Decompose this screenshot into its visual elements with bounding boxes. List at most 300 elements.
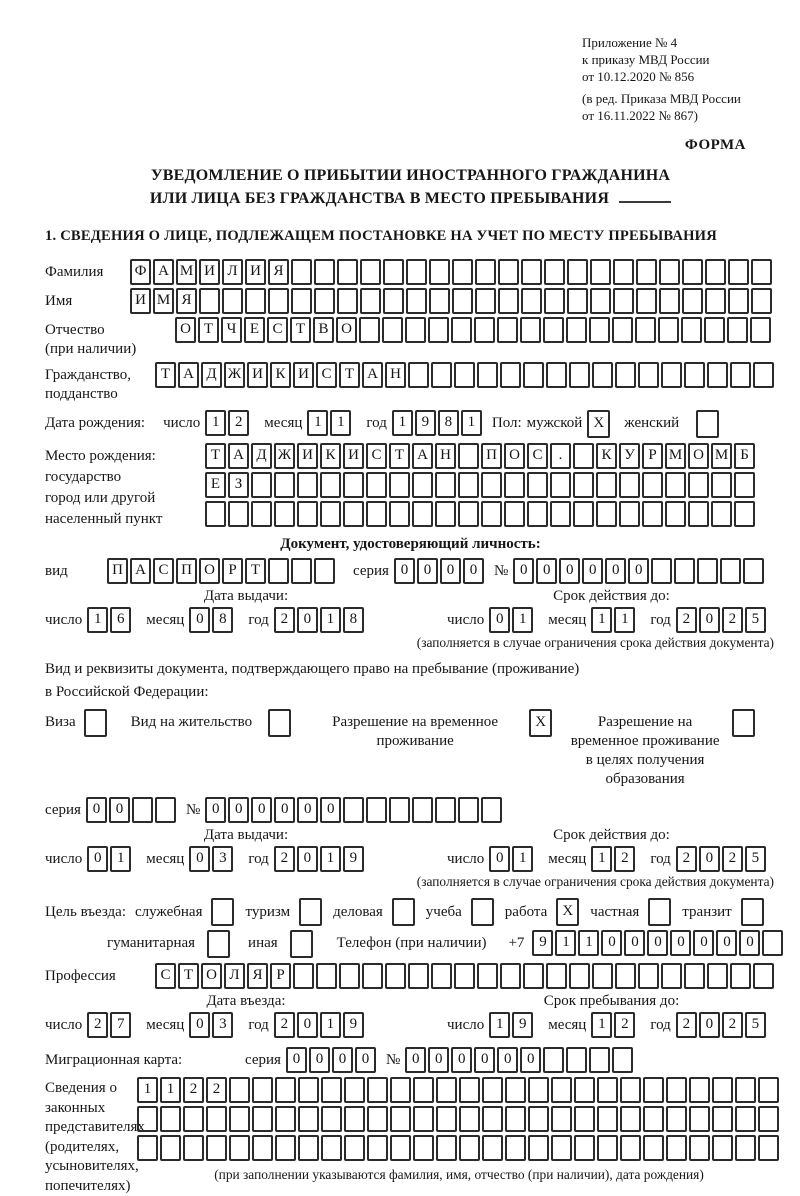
- form-cell[interactable]: [428, 317, 449, 343]
- form-cell[interactable]: [636, 288, 657, 314]
- form-cell[interactable]: 0: [474, 1047, 495, 1073]
- form-cell[interactable]: [199, 288, 220, 314]
- form-cell[interactable]: [615, 362, 636, 388]
- form-cell[interactable]: [498, 288, 519, 314]
- form-cell[interactable]: [762, 930, 783, 956]
- form-cell[interactable]: [245, 288, 266, 314]
- form-cell[interactable]: 1: [307, 410, 328, 436]
- form-cell[interactable]: Т: [205, 443, 226, 469]
- form-cell[interactable]: [321, 1135, 342, 1161]
- form-cell[interactable]: 0: [228, 797, 249, 823]
- form-cell[interactable]: [385, 963, 406, 989]
- form-cell[interactable]: [389, 472, 410, 498]
- form-cell[interactable]: [730, 963, 751, 989]
- form-cell[interactable]: [229, 1135, 250, 1161]
- form-cell[interactable]: 1: [578, 930, 599, 956]
- form-cell[interactable]: [590, 288, 611, 314]
- form-cell[interactable]: П: [481, 443, 502, 469]
- form-cell[interactable]: Б: [734, 443, 755, 469]
- form-cell[interactable]: [620, 1135, 641, 1161]
- form-cell[interactable]: Н: [385, 362, 406, 388]
- form-cell[interactable]: [406, 288, 427, 314]
- form-cell[interactable]: X: [556, 898, 579, 926]
- form-cell[interactable]: Д: [201, 362, 222, 388]
- form-cell[interactable]: [291, 259, 312, 285]
- form-cell[interactable]: [298, 1106, 319, 1132]
- form-cell[interactable]: 1: [320, 1012, 341, 1038]
- form-cell[interactable]: [252, 1106, 273, 1132]
- form-cell[interactable]: Ф: [130, 259, 151, 285]
- form-cell[interactable]: 0: [417, 558, 438, 584]
- form-cell[interactable]: [732, 709, 755, 737]
- form-cell[interactable]: [612, 317, 633, 343]
- form-cell[interactable]: [435, 797, 456, 823]
- form-cell[interactable]: [160, 1106, 181, 1132]
- form-cell[interactable]: [183, 1135, 204, 1161]
- form-cell[interactable]: [574, 1077, 595, 1103]
- form-cell[interactable]: [454, 963, 475, 989]
- form-cell[interactable]: [160, 1135, 181, 1161]
- form-cell[interactable]: [413, 1106, 434, 1132]
- form-cell[interactable]: О: [336, 317, 357, 343]
- form-cell[interactable]: [458, 501, 479, 527]
- form-cell[interactable]: [753, 963, 774, 989]
- form-cell[interactable]: [339, 963, 360, 989]
- form-cell[interactable]: 9: [532, 930, 553, 956]
- form-cell[interactable]: [229, 1077, 250, 1103]
- form-cell[interactable]: [412, 472, 433, 498]
- form-cell[interactable]: [436, 1135, 457, 1161]
- form-cell[interactable]: [228, 501, 249, 527]
- form-cell[interactable]: [207, 930, 230, 958]
- form-cell[interactable]: 0: [405, 1047, 426, 1073]
- form-cell[interactable]: [297, 472, 318, 498]
- form-cell[interactable]: [597, 1106, 618, 1132]
- form-cell[interactable]: [750, 317, 771, 343]
- form-cell[interactable]: 0: [716, 930, 737, 956]
- form-cell[interactable]: 1: [330, 410, 351, 436]
- form-cell[interactable]: [299, 898, 322, 926]
- form-cell[interactable]: [666, 1106, 687, 1132]
- form-cell[interactable]: 3: [212, 846, 233, 872]
- form-cell[interactable]: 0: [559, 558, 580, 584]
- form-cell[interactable]: 0: [670, 930, 691, 956]
- form-cell[interactable]: [636, 259, 657, 285]
- form-cell[interactable]: [696, 410, 719, 438]
- form-cell[interactable]: С: [316, 362, 337, 388]
- form-cell[interactable]: [314, 259, 335, 285]
- form-cell[interactable]: [643, 1077, 664, 1103]
- form-cell[interactable]: 0: [274, 797, 295, 823]
- form-cell[interactable]: [367, 1135, 388, 1161]
- form-cell[interactable]: [684, 362, 705, 388]
- form-cell[interactable]: [183, 1106, 204, 1132]
- form-cell[interactable]: [688, 501, 709, 527]
- form-cell[interactable]: 1: [160, 1077, 181, 1103]
- form-cell[interactable]: [544, 259, 565, 285]
- form-cell[interactable]: [596, 501, 617, 527]
- form-cell[interactable]: [431, 362, 452, 388]
- form-cell[interactable]: 8: [212, 607, 233, 633]
- form-cell[interactable]: [544, 288, 565, 314]
- form-cell[interactable]: [458, 797, 479, 823]
- form-cell[interactable]: [505, 1077, 526, 1103]
- form-cell[interactable]: [222, 288, 243, 314]
- form-cell[interactable]: 0: [394, 558, 415, 584]
- form-cell[interactable]: [666, 1077, 687, 1103]
- form-cell[interactable]: [651, 558, 672, 584]
- form-cell[interactable]: [567, 259, 588, 285]
- form-cell[interactable]: [711, 501, 732, 527]
- form-cell[interactable]: [573, 443, 594, 469]
- form-cell[interactable]: 9: [512, 1012, 533, 1038]
- form-cell[interactable]: [620, 1106, 641, 1132]
- form-cell[interactable]: 0: [536, 558, 557, 584]
- form-cell[interactable]: 0: [87, 846, 108, 872]
- form-cell[interactable]: [596, 472, 617, 498]
- form-cell[interactable]: [344, 1106, 365, 1132]
- form-cell[interactable]: [251, 472, 272, 498]
- form-cell[interactable]: Р: [642, 443, 663, 469]
- form-cell[interactable]: А: [178, 362, 199, 388]
- form-cell[interactable]: 5: [745, 846, 766, 872]
- form-cell[interactable]: С: [153, 558, 174, 584]
- form-cell[interactable]: [734, 501, 755, 527]
- form-cell[interactable]: 0: [109, 797, 130, 823]
- form-cell[interactable]: [320, 472, 341, 498]
- form-cell[interactable]: [688, 472, 709, 498]
- form-cell[interactable]: М: [711, 443, 732, 469]
- form-cell[interactable]: [613, 288, 634, 314]
- form-cell[interactable]: [268, 709, 291, 737]
- form-cell[interactable]: [712, 1106, 733, 1132]
- form-cell[interactable]: [573, 501, 594, 527]
- form-cell[interactable]: 2: [676, 607, 697, 633]
- form-cell[interactable]: В: [313, 317, 334, 343]
- form-cell[interactable]: 8: [343, 607, 364, 633]
- form-cell[interactable]: [635, 317, 656, 343]
- form-cell[interactable]: Ж: [274, 443, 295, 469]
- form-cell[interactable]: [589, 1047, 610, 1073]
- form-cell[interactable]: [471, 898, 494, 926]
- form-cell[interactable]: Я: [268, 259, 289, 285]
- form-cell[interactable]: 1: [614, 607, 635, 633]
- form-cell[interactable]: [574, 1135, 595, 1161]
- form-cell[interactable]: [275, 1077, 296, 1103]
- form-cell[interactable]: [573, 472, 594, 498]
- form-cell[interactable]: 0: [286, 1047, 307, 1073]
- form-cell[interactable]: [619, 501, 640, 527]
- form-cell[interactable]: [132, 797, 153, 823]
- form-cell[interactable]: [758, 1077, 779, 1103]
- form-cell[interactable]: [543, 317, 564, 343]
- form-cell[interactable]: 2: [274, 1012, 295, 1038]
- form-cell[interactable]: [290, 930, 313, 958]
- form-cell[interactable]: [720, 558, 741, 584]
- form-cell[interactable]: [528, 1106, 549, 1132]
- form-cell[interactable]: Я: [247, 963, 268, 989]
- form-cell[interactable]: И: [247, 362, 268, 388]
- form-cell[interactable]: [482, 1135, 503, 1161]
- form-cell[interactable]: [475, 288, 496, 314]
- form-cell[interactable]: [321, 1077, 342, 1103]
- form-cell[interactable]: [697, 558, 718, 584]
- form-cell[interactable]: [252, 1135, 273, 1161]
- form-cell[interactable]: [689, 1106, 710, 1132]
- form-cell[interactable]: [298, 1077, 319, 1103]
- form-cell[interactable]: [642, 501, 663, 527]
- form-cell[interactable]: С: [527, 443, 548, 469]
- form-cell[interactable]: Е: [244, 317, 265, 343]
- form-cell[interactable]: [436, 1077, 457, 1103]
- form-cell[interactable]: 8: [438, 410, 459, 436]
- form-cell[interactable]: [523, 963, 544, 989]
- form-cell[interactable]: П: [107, 558, 128, 584]
- form-cell[interactable]: [405, 317, 426, 343]
- form-cell[interactable]: 0: [520, 1047, 541, 1073]
- form-cell[interactable]: [275, 1106, 296, 1132]
- form-cell[interactable]: [382, 317, 403, 343]
- form-cell[interactable]: [712, 1135, 733, 1161]
- form-cell[interactable]: 0: [355, 1047, 376, 1073]
- form-cell[interactable]: [362, 963, 383, 989]
- form-cell[interactable]: [206, 1106, 227, 1132]
- form-cell[interactable]: [155, 797, 176, 823]
- form-cell[interactable]: [320, 501, 341, 527]
- form-cell[interactable]: 0: [463, 558, 484, 584]
- form-cell[interactable]: Т: [245, 558, 266, 584]
- form-cell[interactable]: [567, 288, 588, 314]
- form-cell[interactable]: [566, 317, 587, 343]
- form-cell[interactable]: X: [529, 709, 552, 737]
- form-cell[interactable]: О: [175, 317, 196, 343]
- form-cell[interactable]: [268, 288, 289, 314]
- form-cell[interactable]: [543, 1047, 564, 1073]
- form-cell[interactable]: 0: [332, 1047, 353, 1073]
- form-cell[interactable]: [211, 898, 234, 926]
- form-cell[interactable]: М: [665, 443, 686, 469]
- form-cell[interactable]: [504, 472, 525, 498]
- form-cell[interactable]: [728, 259, 749, 285]
- form-cell[interactable]: 0: [489, 846, 510, 872]
- form-cell[interactable]: [360, 288, 381, 314]
- form-cell[interactable]: [569, 963, 590, 989]
- form-cell[interactable]: [705, 288, 726, 314]
- form-cell[interactable]: [452, 259, 473, 285]
- form-cell[interactable]: А: [228, 443, 249, 469]
- form-cell[interactable]: 0: [189, 846, 210, 872]
- form-cell[interactable]: О: [201, 963, 222, 989]
- form-cell[interactable]: [497, 317, 518, 343]
- form-cell[interactable]: И: [293, 362, 314, 388]
- form-cell[interactable]: 0: [739, 930, 760, 956]
- form-cell[interactable]: [592, 963, 613, 989]
- form-cell[interactable]: [459, 1106, 480, 1132]
- form-cell[interactable]: 1: [591, 1012, 612, 1038]
- form-cell[interactable]: [527, 472, 548, 498]
- form-cell[interactable]: 1: [137, 1077, 158, 1103]
- form-cell[interactable]: [321, 1106, 342, 1132]
- form-cell[interactable]: 0: [497, 1047, 518, 1073]
- form-cell[interactable]: И: [199, 259, 220, 285]
- form-cell[interactable]: [643, 1135, 664, 1161]
- form-cell[interactable]: [500, 362, 521, 388]
- form-cell[interactable]: [597, 1077, 618, 1103]
- form-cell[interactable]: У: [619, 443, 640, 469]
- form-cell[interactable]: [436, 1106, 457, 1132]
- form-cell[interactable]: 9: [343, 1012, 364, 1038]
- form-cell[interactable]: [619, 472, 640, 498]
- form-cell[interactable]: [206, 1135, 227, 1161]
- form-cell[interactable]: [205, 501, 226, 527]
- form-cell[interactable]: [546, 963, 567, 989]
- form-cell[interactable]: [682, 288, 703, 314]
- form-cell[interactable]: [481, 501, 502, 527]
- form-cell[interactable]: [251, 501, 272, 527]
- form-cell[interactable]: [505, 1135, 526, 1161]
- form-cell[interactable]: 2: [722, 607, 743, 633]
- form-cell[interactable]: [389, 797, 410, 823]
- form-cell[interactable]: И: [245, 259, 266, 285]
- form-cell[interactable]: 0: [693, 930, 714, 956]
- form-cell[interactable]: 1: [320, 846, 341, 872]
- form-cell[interactable]: Д: [251, 443, 272, 469]
- form-cell[interactable]: [390, 1106, 411, 1132]
- form-cell[interactable]: [297, 501, 318, 527]
- form-cell[interactable]: 5: [745, 607, 766, 633]
- form-cell[interactable]: 0: [297, 1012, 318, 1038]
- form-cell[interactable]: [392, 898, 415, 926]
- form-cell[interactable]: 0: [647, 930, 668, 956]
- form-cell[interactable]: [751, 259, 772, 285]
- form-cell[interactable]: [268, 558, 289, 584]
- form-cell[interactable]: [474, 317, 495, 343]
- form-cell[interactable]: [344, 1077, 365, 1103]
- form-cell[interactable]: [743, 558, 764, 584]
- form-cell[interactable]: 0: [699, 846, 720, 872]
- form-cell[interactable]: [682, 259, 703, 285]
- form-cell[interactable]: Т: [155, 362, 176, 388]
- form-cell[interactable]: [137, 1135, 158, 1161]
- form-cell[interactable]: [665, 501, 686, 527]
- form-cell[interactable]: [642, 472, 663, 498]
- form-cell[interactable]: [458, 472, 479, 498]
- form-cell[interactable]: [551, 1077, 572, 1103]
- form-cell[interactable]: [298, 1135, 319, 1161]
- form-cell[interactable]: [727, 317, 748, 343]
- form-cell[interactable]: Е: [205, 472, 226, 498]
- form-cell[interactable]: 9: [415, 410, 436, 436]
- form-cell[interactable]: [360, 259, 381, 285]
- form-cell[interactable]: [458, 443, 479, 469]
- form-cell[interactable]: [661, 362, 682, 388]
- form-cell[interactable]: 1: [591, 607, 612, 633]
- form-cell[interactable]: [366, 501, 387, 527]
- form-cell[interactable]: [658, 317, 679, 343]
- form-cell[interactable]: [504, 501, 525, 527]
- form-cell[interactable]: [612, 1047, 633, 1073]
- form-cell[interactable]: [758, 1135, 779, 1161]
- form-cell[interactable]: [383, 259, 404, 285]
- form-cell[interactable]: 1: [320, 607, 341, 633]
- form-cell[interactable]: [137, 1106, 158, 1132]
- form-cell[interactable]: [666, 1135, 687, 1161]
- form-cell[interactable]: [429, 259, 450, 285]
- form-cell[interactable]: [689, 1077, 710, 1103]
- form-cell[interactable]: [314, 558, 335, 584]
- form-cell[interactable]: [500, 963, 521, 989]
- form-cell[interactable]: [661, 963, 682, 989]
- form-cell[interactable]: [734, 472, 755, 498]
- form-cell[interactable]: [590, 259, 611, 285]
- form-cell[interactable]: 1: [461, 410, 482, 436]
- form-cell[interactable]: Р: [270, 963, 291, 989]
- form-cell[interactable]: А: [153, 259, 174, 285]
- form-cell[interactable]: [615, 963, 636, 989]
- form-cell[interactable]: И: [343, 443, 364, 469]
- form-cell[interactable]: Л: [224, 963, 245, 989]
- form-cell[interactable]: М: [176, 259, 197, 285]
- form-cell[interactable]: 0: [628, 558, 649, 584]
- form-cell[interactable]: [613, 259, 634, 285]
- form-cell[interactable]: [413, 1135, 434, 1161]
- form-cell[interactable]: 2: [676, 846, 697, 872]
- form-cell[interactable]: Л: [222, 259, 243, 285]
- form-cell[interactable]: [291, 288, 312, 314]
- form-cell[interactable]: 0: [297, 797, 318, 823]
- form-cell[interactable]: [408, 362, 429, 388]
- form-cell[interactable]: [648, 898, 671, 926]
- form-cell[interactable]: 0: [513, 558, 534, 584]
- form-cell[interactable]: [413, 1077, 434, 1103]
- form-cell[interactable]: Ж: [224, 362, 245, 388]
- form-cell[interactable]: 0: [699, 1012, 720, 1038]
- form-cell[interactable]: 3: [212, 1012, 233, 1038]
- form-cell[interactable]: [337, 259, 358, 285]
- form-cell[interactable]: [435, 472, 456, 498]
- form-cell[interactable]: 2: [228, 410, 249, 436]
- form-cell[interactable]: 2: [183, 1077, 204, 1103]
- form-cell[interactable]: 1: [489, 1012, 510, 1038]
- form-cell[interactable]: [665, 472, 686, 498]
- form-cell[interactable]: Т: [178, 963, 199, 989]
- form-cell[interactable]: [343, 501, 364, 527]
- form-cell[interactable]: [390, 1135, 411, 1161]
- form-cell[interactable]: [589, 317, 610, 343]
- form-cell[interactable]: 0: [451, 1047, 472, 1073]
- form-cell[interactable]: [431, 963, 452, 989]
- form-cell[interactable]: X: [587, 410, 610, 438]
- form-cell[interactable]: [528, 1077, 549, 1103]
- form-cell[interactable]: [574, 1106, 595, 1132]
- form-cell[interactable]: 2: [87, 1012, 108, 1038]
- form-cell[interactable]: [435, 501, 456, 527]
- form-cell[interactable]: [498, 259, 519, 285]
- form-cell[interactable]: 2: [274, 607, 295, 633]
- form-cell[interactable]: О: [504, 443, 525, 469]
- form-cell[interactable]: А: [412, 443, 433, 469]
- form-cell[interactable]: 0: [699, 607, 720, 633]
- form-cell[interactable]: .: [550, 443, 571, 469]
- form-cell[interactable]: Ч: [221, 317, 242, 343]
- form-cell[interactable]: И: [297, 443, 318, 469]
- form-cell[interactable]: 1: [110, 846, 131, 872]
- form-cell[interactable]: [275, 1135, 296, 1161]
- form-cell[interactable]: [366, 472, 387, 498]
- form-cell[interactable]: 2: [676, 1012, 697, 1038]
- form-cell[interactable]: [707, 362, 728, 388]
- form-cell[interactable]: 0: [582, 558, 603, 584]
